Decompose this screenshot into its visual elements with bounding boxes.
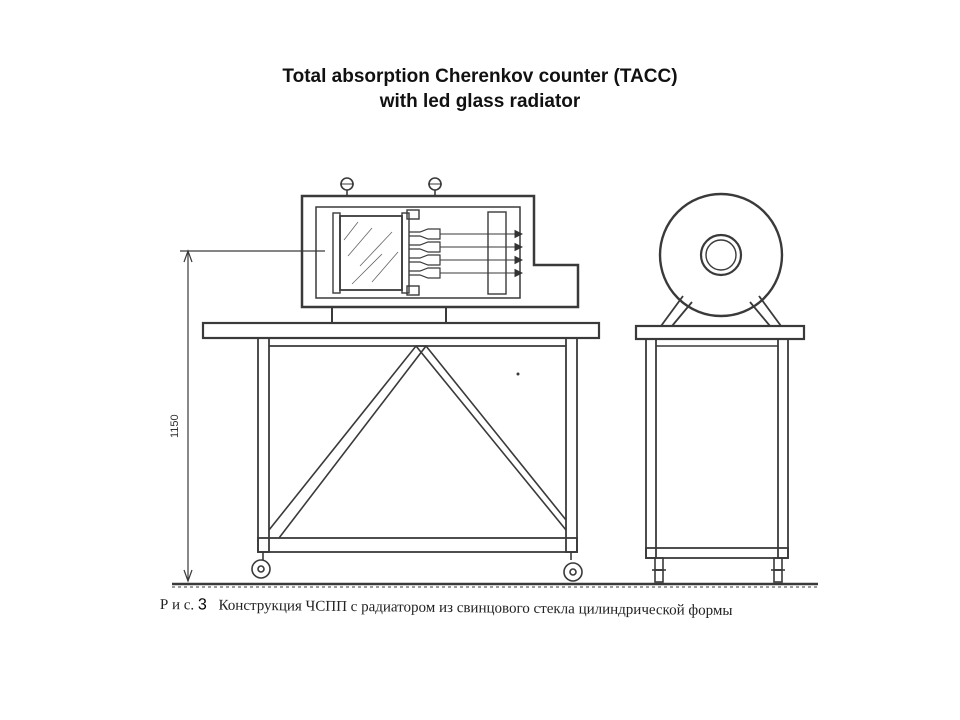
table-leg-right: [566, 338, 577, 552]
caption-prefix: Р и с.: [159, 596, 195, 614]
title-line-2: with led glass radiator: [379, 91, 581, 112]
diagonal-brace-right: [416, 346, 566, 530]
radiator-frame-left: [333, 213, 340, 293]
diagonal-brace-left: [269, 346, 426, 538]
lifting-eye-left: [340, 178, 354, 196]
figure-number: 3: [197, 596, 207, 614]
front-support-right: [750, 296, 781, 326]
front-support-left: [661, 296, 692, 326]
front-leg-left: [646, 339, 656, 558]
counter-housing: [302, 178, 578, 323]
drawing-speck: [517, 373, 520, 376]
dimension-label-1150: 1150: [169, 414, 181, 438]
front-leg-right: [778, 339, 788, 558]
cylinder-bore: [706, 240, 736, 270]
pmt-housing: [488, 212, 506, 294]
housing-inner-wall: [316, 207, 520, 298]
lifting-eye-right: [428, 178, 442, 196]
front-caster-right: [771, 558, 785, 582]
table-top: [203, 323, 599, 338]
front-caster-left: [652, 558, 666, 582]
caster-left: [252, 552, 270, 578]
photomultiplier-tubes: [409, 229, 440, 278]
glass-hatching: [344, 222, 398, 284]
front-bottom-frame: [646, 548, 788, 558]
bottom-frame: [258, 538, 577, 552]
cylinder-outer: [660, 194, 782, 316]
signal-arrows: [440, 234, 522, 273]
title-line-1: Total absorption Cherenkov counter (TACC): [282, 66, 678, 87]
lead-glass-radiator: [340, 216, 402, 290]
table-leg-left: [258, 338, 269, 552]
front-table-top: [636, 326, 804, 339]
cylinder-ring: [701, 235, 741, 275]
side-view-table: [203, 323, 599, 581]
caster-right: [564, 552, 582, 581]
front-view: [636, 194, 804, 582]
caption-text: Конструкция ЧСПП с радиатором из свинцового стекла цилиндрической формы: [218, 597, 733, 619]
radiator-frame-right: [402, 213, 409, 293]
